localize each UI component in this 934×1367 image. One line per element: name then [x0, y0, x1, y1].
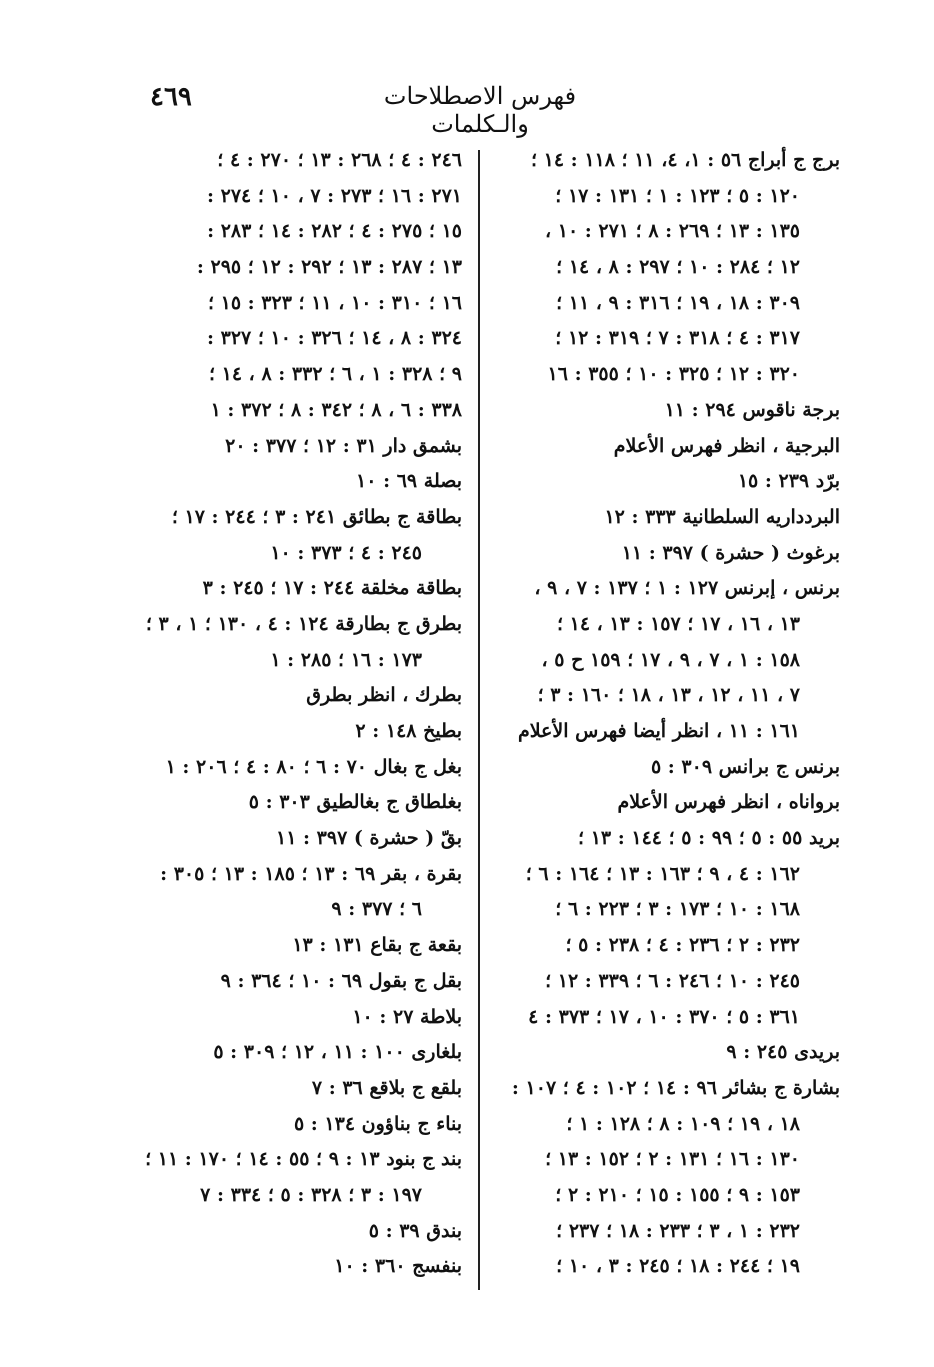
index-entry-continuation: ٣٢٠ : ١٢ ؛ ٣٢٥ : ١٠ ؛ ٣٥٥ : ١٦ [547, 363, 800, 386]
index-entry: برجة ناقوس ٢٩٤ : ١١ [664, 398, 840, 421]
index-entry-continuation: ٧ ، ١١ ، ١٢ ، ١٣ ، ١٨ ؛ ١٦٠ : ٣ ؛ [537, 684, 800, 707]
index-entry: بشمق دار ٣١ : ١٢ ؛ ٣٧٧ : ٢٠ [225, 434, 462, 457]
page-number: ٤٦٩ [150, 82, 192, 112]
index-entry: بلقع ج بلاقع ٣٦ : ٧ [311, 1076, 462, 1099]
index-entry-continuation: ١٦٢ : ٤ ، ٩ ؛ ١٦٣ : ١٣ ؛ ١٦٤ : ٦ ؛ [525, 862, 800, 885]
index-entry: بريدى ٢٤٥ : ٩ [726, 1041, 840, 1064]
index-entry: البرجية ، انظر فهرس الأعلام [613, 434, 840, 457]
index-entry-continuation: ٣١٧ : ٤ ؛ ٣١٨ : ٧ ؛ ٣١٩ : ١٢ ؛ [555, 327, 800, 350]
index-entry: ٩ ؛ ٣٢٨ : ١ ، ٦ ؛ ٣٣٢ : ٨ ، ١٤ ؛ [208, 363, 462, 386]
index-entry-continuation: ١٥٨ : ١ ، ٧ ، ٩ ، ١٧ ؛ ١٥٩ ح ٥ ، [541, 648, 800, 671]
index-entry: بشارة ج بشائر ٩٦ : ١٤ ؛ ١٠٢ : ٤ ؛ ١٠٧ : [511, 1076, 840, 1099]
index-entry: برغوث ( حشرة ) ٣٩٧ : ١١ [621, 541, 840, 564]
index-entry: بصلة ٦٩ : ١٠ [356, 470, 462, 493]
page-header [0, 78, 934, 138]
index-entry: ١٥ ؛ ٢٧٥ : ٤ ؛ ٢٨٢ : ١٤ ؛ ٢٨٣ : [207, 220, 462, 243]
index-entry-continuation: ٢٣٢ : ٢ ؛ ٢٣٦ : ٤ ؛ ٢٣٨ : ٥ ؛ [565, 934, 800, 957]
index-entry: برنس ، إبرنس ١٢٧ : ١ ؛ ١٣٧ : ٧ ، ٩ ، [534, 577, 840, 600]
index-column-left [112, 143, 462, 1285]
index-entry: بقعة ج بقاع ١٣١ : ١٣ [292, 934, 462, 957]
index-entry: بقرة ، بقر ٦٩ : ١٣ ؛ ١٨٥ : ١٣ ؛ ٣٠٥ : [160, 862, 462, 885]
index-entry: برج ج أبراج ٥٦ : ١، ٤، ١١ ؛ ١١٨ : ١٤ ؛ [530, 149, 840, 171]
index-entry-continuation: ١٦٨ : ١٠ ؛ ١٧٣ : ٣ ؛ ٢٢٣ : ٦ ؛ [555, 898, 800, 921]
index-entry-continuation: ١٣٠ : ١٦ ؛ ١٣١ : ٢ ؛ ١٥٢ : ١٣ ؛ [545, 1148, 800, 1171]
index-entry: ٢٤٦ : ٤ ؛ ٢٦٨ : ١٣ ؛ ٢٧٠ : ٤ ؛ [217, 149, 462, 171]
index-entry: برواناه ، انظر فهرس الأعلام [617, 791, 840, 814]
index-entry-continuation: ١٢٠ : ٥ ؛ ١٢٣ : ١ ؛ ١٣١ : ١٧ ؛ [555, 184, 800, 207]
index-entry: بطاقة ج بطائق ٢٤١ : ٣ ؛ ٢٤٤ : ١٧ ؛ [171, 505, 462, 528]
index-entry: ٣٣٨ : ٦ ، ٨ ؛ ٣٤٢ : ٨ ؛ ٣٧٢ : ١ [210, 398, 462, 421]
index-entry-continuation: ١٧٣ : ١٦ ؛ ٢٨٥ : ١ [270, 648, 422, 671]
index-entry-continuation: ٢٤٥ : ١٠ ؛ ٢٤٦ : ٦ ؛ ٣٣٩ : ١٢ ؛ [545, 969, 800, 992]
index-entry: ٣٢٤ : ٨ ، ١٤ ؛ ٣٢٦ : ١٠ ؛ ٣٢٧ : [206, 327, 462, 350]
index-entry: ١٣ ؛ ٢٨٧ : ١٣ ؛ ٢٩٢ : ١٢ ؛ ٢٩٥ : [196, 256, 462, 279]
index-entry-continuation: ١٢ ؛ ٢٨٤ : ١٠ ؛ ٢٩٧ : ٨ ، ١٤ ؛ [556, 256, 800, 279]
index-entry-continuation: ١٩٧ : ٣ ؛ ٣٢٨ : ٥ ؛ ٣٣٤ : ٧ [200, 1183, 422, 1206]
index-entry: ٢٧١ : ١٦ ؛ ٢٧٣ : ٧ ، ١٠ ؛ ٢٧٤ : [206, 184, 462, 207]
index-entry: بغلطاق ج بغالطيق ٣٠٣ : ٥ [248, 791, 462, 814]
index-entry-continuation: ٢٣٢ : ١ ، ٣ ؛ ٢٣٣ : ١٨ ؛ ٢٣٧ ؛ [556, 1219, 800, 1242]
index-column-right [490, 143, 840, 1285]
index-entry-continuation: ١٥٣ : ٩ ؛ ١٥٥ : ١٥ ؛ ٢١٠ : ٢ ؛ [555, 1183, 800, 1206]
index-entry: بلغارى ١٠٠ : ١١ ، ١٢ ؛ ٣٠٩ : ٥ [213, 1041, 462, 1064]
index-entry-continuation: ١٦١ : ١١ ، انظر أيضا فهرس الأعلام [517, 720, 800, 742]
index-entry-continuation: ٣٦١ : ٥ ؛ ٣٧٠ : ١٠ ، ١٧ ؛ ٣٧٣ : ٤ [528, 1005, 800, 1028]
index-entry: بطرق ج بطارقة ١٢٤ : ٤ ، ١٣٠ ؛ ١ ، ٣ ؛ [145, 612, 462, 635]
index-entry-continuation: ١٣ ، ١٦ ، ١٧ ؛ ١٥٧ : ١٣ ، ١٤ ؛ [556, 612, 800, 635]
index-entry: بقّ ( حشرة ) ٣٩٧ : ١١ [275, 827, 462, 850]
index-entry-continuation: ٢٤٥ : ٤ ؛ ٣٧٣ : ١٠ [270, 541, 422, 564]
index-entry: بند ج بنود ١٣ : ٩ ؛ ٥٥ : ١٤ ؛ ١٧٠ : ١١ ؛ [145, 1148, 462, 1171]
running-title: فهرس الاصطلاحات والـكلمات [383, 82, 577, 138]
index-entry-continuation: ٦ ؛ ٣٧٧ : ٩ [331, 898, 422, 921]
index-entry: بطرك ، انظر بطرق [306, 684, 462, 707]
index-entry-continuation: ١٨ ، ١٩ ؛ ١٠٩ : ٨ ؛ ١٢٨ : ١ ؛ [566, 1112, 800, 1135]
index-entry: ١٦ ؛ ٣١٠ : ١٠ ، ١١ ؛ ٣٢٣ : ١٥ ؛ [207, 291, 462, 314]
index-entry-continuation: ١٣٥ : ١٣ ؛ ٢٦٩ : ٨ ؛ ٢٧١ : ١٠ ، [545, 220, 800, 243]
index-entry-continuation: ١٩ ؛ ٢٤٤ : ١٨ ؛ ٢٤٥ : ٣ ، ١٠ ؛ [556, 1255, 800, 1278]
index-entry: بريد ٥٥ : ٥ ؛ ٩٩ : ٥ ؛ ١٤٤ : ١٣ ؛ [578, 827, 840, 850]
index-entry: برّد ٢٣٩ : ١٥ [737, 470, 840, 493]
index-entry: بغل ج بغال ٧٠ : ٦ ؛ ٨٠ : ٤ ؛ ٢٠٦ : ١ [165, 755, 462, 778]
index-entry: بلاطة ٢٧ : ١٠ [352, 1005, 462, 1028]
index-entry: بندق ٣٩ : ٥ [368, 1219, 462, 1242]
column-divider [478, 150, 480, 1290]
index-entry: برنس ج برانس ٣٠٩ : ٥ [650, 755, 840, 778]
index-entry: بطاقة مخلقة ٢٤٤ : ١٧ ؛ ٢٤٥ : ٣ [202, 577, 462, 600]
index-entry: بناء ج بناؤون ١٣٤ : ٥ [293, 1112, 462, 1135]
index-entry: بطيخ ١٤٨ : ٢ [355, 720, 462, 742]
index-entry: البردداريه السلطانية ٣٣٣ : ١٢ [604, 505, 840, 528]
index-entry: بقل ج بقول ٦٩ : ١٠ ؛ ٣٦٤ : ٩ [220, 969, 462, 992]
index-entry-continuation: ٣٠٩ : ١٨ ، ١٩ ؛ ٣١٦ : ٩ ، ١١ ؛ [556, 291, 800, 314]
index-entry: بنفسج ٣٦٠ : ١٠ [334, 1255, 462, 1278]
